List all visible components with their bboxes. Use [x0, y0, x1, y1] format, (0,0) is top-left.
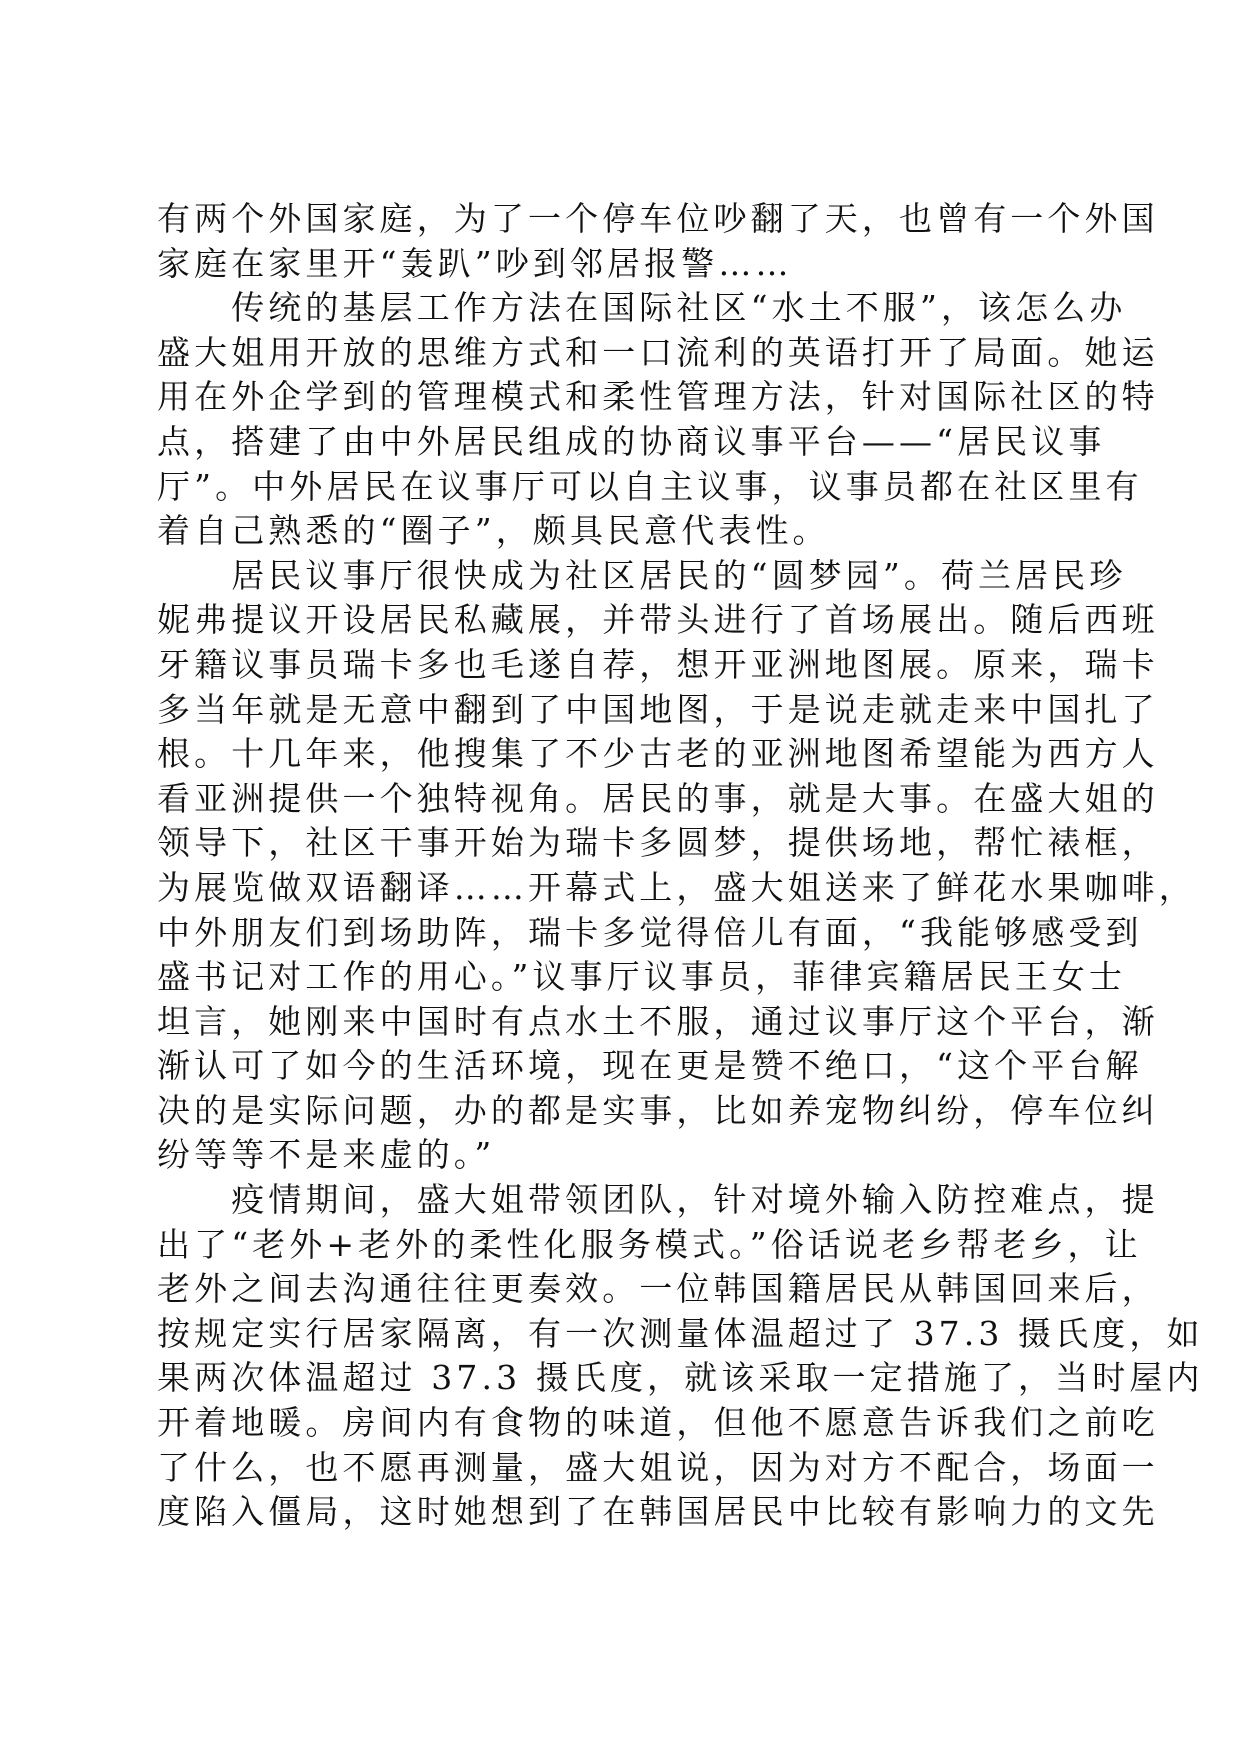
text-line: 果两次体温超过 37.3 摄氏度，就该采取一定措施了，当时屋内	[157, 1358, 1204, 1398]
text-line: 看亚洲提供一个独特视角。居民的事，就是大事。在盛大姐的	[157, 778, 1159, 818]
text-line: 点，搭建了由中外居民组成的协商议事平台——“居民议事	[157, 421, 1106, 461]
text-line: 牙籍议事员瑞卡多也毛遂自荐，想开亚洲地图展。原来，瑞卡	[157, 644, 1159, 684]
text-line: 老外之间去沟通往往更奏效。一位韩国籍居民从韩国回来后，	[157, 1269, 1159, 1309]
text-line: 坦言，她刚来中国时有点水土不服，通过议事厅这个平台，渐	[157, 1001, 1159, 1041]
text-line: 妮弗提议开设居民私藏展，并带头进行了首场展出。随后西班	[157, 600, 1159, 640]
text-line: 按规定实行居家隔离，有一次测量体温超过了 37.3 摄氏度，如	[157, 1313, 1204, 1353]
text-line: 有两个外国家庭，为了一个停车位吵翻了天，也曾有一个外国	[157, 199, 1159, 238]
text-line: 着自己熟悉的“圈子”，颇具民意代表性。	[157, 511, 830, 551]
text-line: 居民议事厅很快成为社区居民的“圆梦园”。荷兰居民珍	[157, 555, 1127, 595]
text-line: 盛大姐用开放的思维方式和一口流利的英语打开了局面。她运	[157, 332, 1159, 372]
text-line: 中外朋友们到场助阵，瑞卡多觉得倍儿有面，“我能够感受到	[157, 912, 1143, 952]
text-line: 渐认可了如今的生活环境，现在更是赞不绝口，“这个平台解	[157, 1046, 1143, 1086]
text-line: 根。十几年来，他搜集了不少古老的亚洲地图希望能为西方人	[157, 734, 1159, 774]
body-text	[157, 197, 1204, 1535]
text-line: 厅”。中外居民在议事厅可以自主议事，议事员都在社区里有	[157, 466, 1143, 506]
text-line: 疫情期间，盛大姐带领团队，针对境外输入防控难点，提	[157, 1180, 1159, 1220]
text-line: 多当年就是无意中翻到了中国地图，于是说走就走来中国扎了	[157, 689, 1159, 729]
text-line: 开着地暖。房间内有食物的味道，但他不愿意告诉我们之前吃	[157, 1403, 1159, 1443]
text-line: 度陷入僵局，这时她想到了在韩国居民中比较有影响力的文先	[157, 1492, 1159, 1532]
text-line: 用在外企学到的管理模式和柔性管理方法，针对国际社区的特	[157, 377, 1159, 417]
text-line: 出了“老外+老外的柔性化服务模式。”俗话说老乡帮老乡，让	[157, 1224, 1142, 1264]
text-line: 决的是实际问题，办的都是实事，比如养宠物纠纷，停车位纠	[157, 1090, 1159, 1130]
text-line: 家庭在家里开“轰趴”吵到邻居报警……	[157, 243, 793, 283]
text-line: 为展览做双语翻译……开幕式上，盛大姐送来了鲜花水果咖啡，	[157, 867, 1196, 907]
text-line: 传统的基层工作方法在国际社区“水土不服”，该怎么办	[157, 288, 1127, 328]
text-line: 纷等等不是来虚的。”	[157, 1135, 496, 1175]
text-line: 盛书记对工作的用心。”议事厅议事员，菲律宾籍居民王女士	[157, 957, 1127, 997]
text-line: 了什么，也不愿再测量，盛大姐说，因为对方不配合，场面一	[157, 1447, 1159, 1487]
text-line: 领导下，社区干事开始为瑞卡多圆梦，提供场地，帮忙裱框，	[157, 823, 1159, 863]
